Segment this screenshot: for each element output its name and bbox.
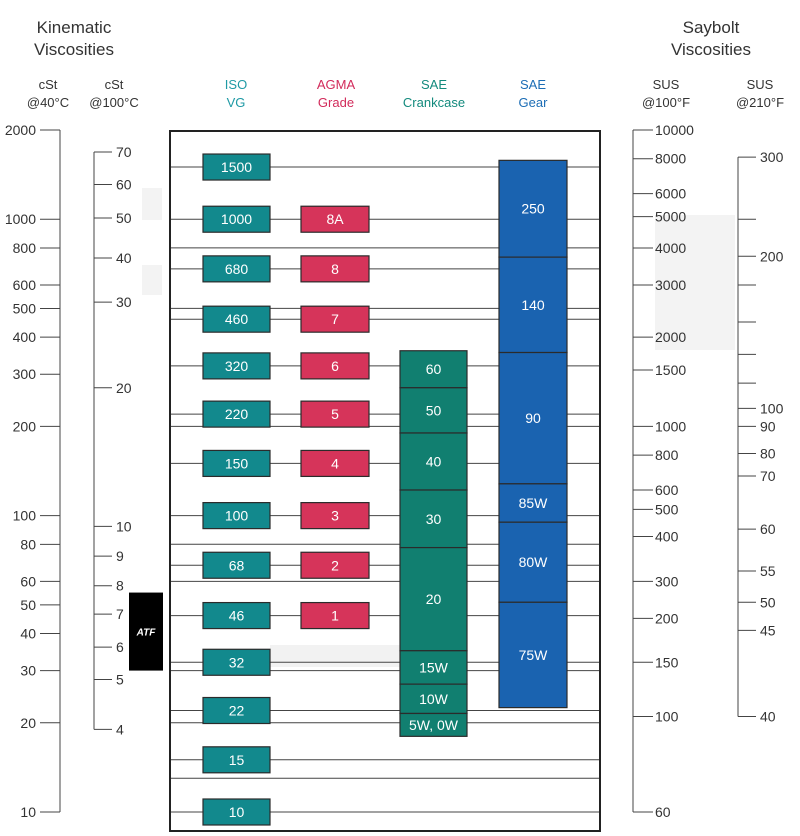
- tick-label-sus100: 400: [655, 528, 679, 545]
- background-band: [270, 645, 400, 667]
- tick-label-cst100: 6: [116, 639, 124, 656]
- iso-vg-label: 10: [228, 804, 245, 820]
- tick-label-cst100: 60: [116, 176, 132, 193]
- iso-vg-label: 100: [224, 507, 249, 524]
- tick-label-sus100: 60: [655, 804, 671, 820]
- tick-label-cst40: 50: [20, 596, 36, 613]
- tick-label-cst100: 9: [116, 548, 124, 565]
- sae-gear-label: 75W: [518, 646, 548, 663]
- tick-label-sus210: 300: [760, 149, 784, 166]
- sae-gear-label: 80W: [518, 554, 548, 571]
- tick-label-cst40: 30: [20, 662, 36, 679]
- sae-crankcase-label: 60: [425, 361, 442, 378]
- header-crank-line2: Crankcase: [402, 95, 466, 110]
- tick-label-cst100: 10: [116, 518, 132, 535]
- iso-vg-label: 22: [228, 702, 245, 719]
- tick-label-cst40: 200: [12, 418, 36, 435]
- agma-grade-label: 1: [331, 607, 339, 624]
- tick-label-cst40: 1000: [4, 211, 36, 228]
- tick-label-cst40: 300: [12, 366, 36, 383]
- tick-label-sus100: 3000: [655, 276, 687, 293]
- tick-label-sus100: 1500: [655, 361, 687, 378]
- tick-label-cst40: 600: [12, 276, 36, 293]
- tick-label-cst40: 60: [20, 573, 36, 590]
- iso-vg-label: 220: [224, 406, 249, 423]
- tick-label-sus100: 200: [655, 610, 679, 627]
- kinematic-title-line1: Kinematic: [36, 18, 112, 37]
- tick-label-sus210: 200: [760, 248, 784, 265]
- sae-gear-label: 250: [521, 200, 545, 217]
- iso-vg-label: 46: [228, 607, 245, 624]
- tick-label-cst40: 800: [12, 239, 36, 256]
- header-iso-line2: VG: [226, 95, 246, 110]
- tick-label-sus210: 50: [760, 594, 776, 611]
- tick-label-cst40: 2000: [4, 122, 36, 138]
- tick-label-sus210: 45: [760, 622, 776, 639]
- tick-label-cst100: 70: [116, 144, 132, 161]
- tick-label-cst100: 5: [116, 671, 124, 688]
- sae-crankcase-label: 30: [425, 510, 442, 527]
- saybolt-title-line1: Saybolt: [682, 18, 740, 37]
- sae-crankcase-label: 5W, 0W: [408, 716, 459, 733]
- tick-label-cst100: 40: [116, 249, 132, 266]
- tick-label-cst40: 400: [12, 329, 36, 346]
- tick-label-sus100: 500: [655, 501, 679, 518]
- iso-vg-label: 1000: [220, 211, 253, 228]
- tick-label-sus100: 150: [655, 654, 679, 671]
- header-sus210-line1: SUS: [746, 77, 774, 92]
- tick-label-cst100: 4: [116, 721, 124, 738]
- atf-label: ATF: [136, 627, 156, 639]
- iso-vg-label: 680: [224, 260, 249, 277]
- tick-label-sus210: 90: [760, 418, 776, 435]
- agma-grade-label: 6: [331, 357, 339, 374]
- tick-label-sus100: 2000: [655, 329, 687, 346]
- tick-label-sus210: 70: [760, 468, 776, 485]
- tick-label-sus210: 55: [760, 563, 776, 580]
- tick-label-sus210: 60: [760, 521, 776, 538]
- tick-label-cst100: 30: [116, 294, 132, 311]
- tick-label-sus100: 10000: [655, 122, 694, 138]
- iso-vg-label: 32: [228, 654, 245, 671]
- tick-label-sus100: 6000: [655, 185, 687, 202]
- tick-label-sus100: 5000: [655, 208, 687, 225]
- iso-vg-label: 150: [224, 455, 249, 472]
- header-cst100-line1: cSt: [104, 77, 124, 92]
- tick-label-sus100: 300: [655, 573, 679, 590]
- sae-gear-label: 140: [521, 296, 545, 313]
- sae-crankcase-label: 10W: [419, 690, 448, 707]
- agma-grade-label: 4: [331, 455, 339, 472]
- agma-grade-label: 7: [331, 311, 339, 328]
- tick-label-sus100: 1000: [655, 418, 687, 435]
- tick-label-cst100: 8: [116, 577, 124, 594]
- header-agma-line1: AGMA: [316, 77, 356, 92]
- header-cst40-line2: @40°C: [26, 95, 70, 110]
- header-agma-line2: Grade: [317, 95, 355, 110]
- tick-label-cst100: 7: [116, 606, 124, 623]
- agma-grade-label: 8: [331, 260, 339, 277]
- sae-crankcase-label: 15W: [419, 659, 448, 676]
- sae-gear-label: 85W: [518, 495, 548, 512]
- tick-label-cst100: 20: [116, 379, 132, 396]
- tick-label-sus210: 40: [760, 708, 776, 725]
- tick-label-cst40: 40: [20, 625, 36, 642]
- header-cst40-line1: cSt: [38, 77, 58, 92]
- agma-grade-label: 2: [331, 557, 339, 574]
- background-band: [142, 265, 162, 295]
- header-sus100-line2: @100°F: [641, 95, 691, 110]
- sae-gear-label: 90: [525, 410, 541, 427]
- agma-grade-label: 8A: [326, 211, 344, 228]
- agma-grade-label: 5: [331, 406, 339, 423]
- sae-crankcase-label: 50: [425, 402, 442, 419]
- kinematic-title-line2: Viscosities: [34, 40, 114, 59]
- iso-vg-label: 460: [224, 311, 249, 328]
- tick-label-sus100: 600: [655, 482, 679, 499]
- tick-label-sus100: 100: [655, 708, 679, 725]
- iso-vg-label: 15: [228, 751, 245, 768]
- tick-label-cst40: 80: [20, 536, 36, 553]
- header-gear-line1: SAE: [519, 77, 547, 92]
- tick-label-cst100: 50: [116, 209, 132, 226]
- tick-label-cst40: 20: [20, 714, 36, 731]
- agma-grade-label: 3: [331, 507, 339, 524]
- tick-label-sus100: 8000: [655, 150, 687, 167]
- iso-vg-label: 68: [228, 557, 245, 574]
- tick-label-sus100: 800: [655, 447, 679, 464]
- sae-crankcase-label: 40: [425, 453, 442, 470]
- tick-label-cst40: 500: [12, 300, 36, 317]
- tick-label-sus100: 4000: [655, 239, 687, 256]
- sae-crankcase-label: 20: [425, 591, 442, 608]
- header-sus210-line2: @210°F: [735, 95, 785, 110]
- tick-label-cst40: 100: [12, 507, 36, 524]
- header-gear-line2: Gear: [518, 95, 548, 110]
- header-sus100-line1: SUS: [652, 77, 680, 92]
- tick-label-cst40: 10: [20, 804, 36, 820]
- header-crank-line1: SAE: [420, 77, 448, 92]
- iso-vg-label: 320: [224, 357, 249, 374]
- saybolt-title-line2: Viscosities: [671, 40, 751, 59]
- iso-vg-label: 1500: [220, 159, 253, 176]
- tick-label-sus210: 80: [760, 445, 776, 462]
- background-band: [142, 188, 162, 220]
- tick-label-sus210: 100: [760, 400, 784, 417]
- header-iso-line1: ISO: [224, 77, 248, 92]
- header-cst100-line2: @100°C: [89, 95, 139, 110]
